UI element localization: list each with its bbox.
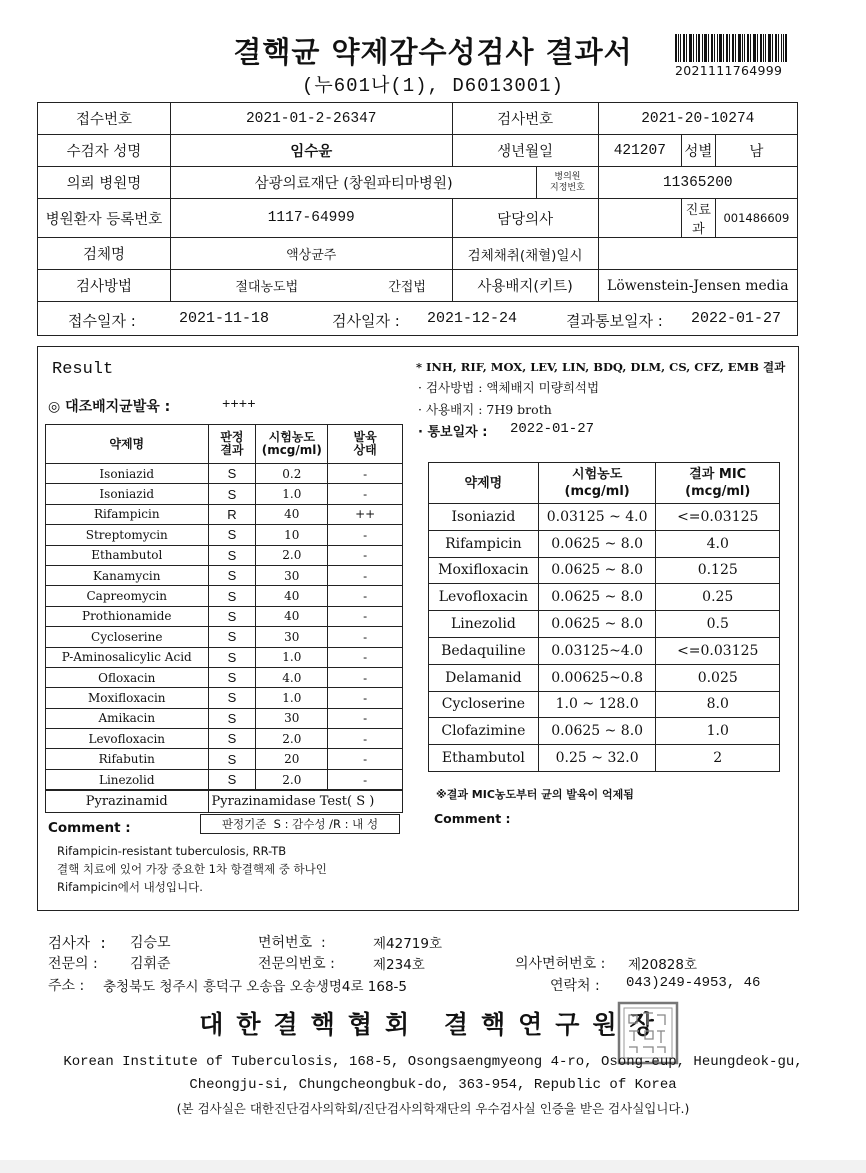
mic-result: 0.25	[656, 584, 780, 611]
col-drug: 약제명	[46, 425, 209, 464]
specialist-no-label: 전문의번호 :	[258, 956, 335, 972]
specimen-label: 검체명	[38, 238, 171, 270]
mic-result: <=0.03125	[656, 637, 780, 664]
tested-label: 검사일자 :	[332, 312, 400, 330]
concentration: 20	[256, 749, 328, 769]
mic-test-range: 0.03125 ~ 4.0	[538, 504, 656, 531]
doctor-value	[598, 199, 681, 238]
test-no-value: 2021-20-10274	[598, 103, 797, 135]
table-row	[46, 504, 403, 524]
license-label: 면허번호 :	[258, 935, 326, 951]
judgement: S	[208, 688, 256, 708]
received-value: 2021-11-18	[179, 310, 270, 327]
address-label: 주소 :	[48, 978, 85, 994]
row-patient	[38, 135, 798, 167]
col-judgement: 판정 결과	[208, 425, 256, 464]
mic-result: <=0.03125	[656, 504, 780, 531]
row-registration	[38, 199, 798, 238]
right-table-header	[429, 463, 780, 504]
method-1: 절대농도법	[170, 270, 362, 302]
drug-name: Prothionamide	[46, 606, 209, 626]
drug-name: Amikacin	[46, 708, 209, 728]
org-address-en-1: Korean Institute of Tuberculosis, 168-5, Osongsaengmyeong 4-ro, Osong-eup, Heungdeok-gu,	[63, 1054, 803, 1070]
judgement: S	[208, 484, 256, 504]
table-row	[429, 691, 780, 718]
growth: -	[328, 708, 403, 728]
drug-name: Rifabutin	[46, 749, 209, 769]
barcode-image	[675, 34, 787, 62]
growth: -	[328, 606, 403, 626]
concentration: 1.0	[256, 647, 328, 667]
growth: -	[328, 586, 403, 606]
org-address-en-2: Cheongju-si, Chungcheongbuk-do, 363-954, Republic of Korea	[189, 1077, 677, 1093]
mic-drug-name: Ethambutol	[429, 745, 539, 772]
drug-name: Streptomycin	[46, 525, 209, 545]
result-title: Result	[52, 360, 114, 379]
doctor-license-label: 의사면허번호 :	[515, 956, 606, 972]
drug-name: Linezolid	[46, 769, 209, 790]
growth: -	[328, 647, 403, 667]
growth: -	[328, 484, 403, 504]
table-row	[46, 647, 403, 667]
table-row	[429, 530, 780, 557]
concentration: 40	[256, 586, 328, 606]
table-row	[46, 464, 403, 484]
specimen-value: 액상균주	[170, 238, 452, 270]
row-reception	[38, 103, 798, 135]
concentration: 1.0	[256, 688, 328, 708]
mic-result: 8.0	[656, 691, 780, 718]
barcode-number: 2021111764999	[675, 63, 783, 78]
col-growth: 발육 상태	[328, 425, 403, 464]
concentration: 30	[256, 565, 328, 585]
judgement: S	[208, 627, 256, 647]
left-table-body	[46, 464, 403, 791]
growth: -	[328, 545, 403, 565]
mic-drug-name: Clofazimine	[429, 718, 539, 745]
left-table-header	[46, 425, 403, 464]
concentration: 2.0	[256, 729, 328, 749]
mic-test-range: 0.0625 ~ 8.0	[538, 557, 656, 584]
col-test-conc: 시험농도 (mcg/ml)	[538, 463, 656, 504]
collection-value	[598, 238, 797, 270]
judgement: S	[208, 464, 256, 484]
patient-info-table	[37, 102, 798, 302]
table-row	[46, 627, 403, 647]
mic-drug-name: Cycloserine	[429, 691, 539, 718]
patient-name-value: 임수윤	[170, 135, 452, 167]
growth: -	[328, 525, 403, 545]
judgement: S	[208, 708, 256, 728]
mic-note: ※결과 MIC농도부터 균의 발육이 억제됨	[436, 788, 634, 801]
method-label: 검사방법	[38, 270, 171, 302]
dates-row	[37, 302, 798, 336]
pza-test: Pyrazinamidase Test( S )	[208, 790, 402, 813]
sex-value: 남	[715, 135, 797, 167]
table-row	[46, 606, 403, 626]
table-row	[46, 708, 403, 728]
concentration: 10	[256, 525, 328, 545]
mic-result: 0.125	[656, 557, 780, 584]
right-info-line4-label: · 통보일자 :	[418, 425, 488, 440]
row-hospital	[38, 167, 798, 199]
drug-name: Capreomycin	[46, 586, 209, 606]
dept-value: 001486609	[715, 199, 797, 238]
growth: -	[328, 729, 403, 749]
table-row	[429, 611, 780, 638]
concentration: 1.0	[256, 484, 328, 504]
certification-note: (본 검사실은 대한진단검사의학회/진단검사의학재단의 우수검사실 인증을 받은 검사실입니다.)	[176, 1101, 690, 1116]
table-row	[429, 584, 780, 611]
mic-result: 0.025	[656, 664, 780, 691]
license-value: 제42719호	[373, 936, 443, 952]
mic-drug-name: Rifampicin	[429, 530, 539, 557]
growth: -	[328, 749, 403, 769]
judgement: S	[208, 729, 256, 749]
table-row	[46, 565, 403, 585]
growth: -	[328, 627, 403, 647]
mic-test-range: 0.0625 ~ 8.0	[538, 718, 656, 745]
drug-name: Isoniazid	[46, 484, 209, 504]
drug-name: Levofloxacin	[46, 729, 209, 749]
specialist-no-value: 제234호	[373, 957, 425, 973]
table-row	[429, 745, 780, 772]
dept-label: 진료과	[681, 199, 715, 238]
judgement: S	[208, 565, 256, 585]
growth: -	[328, 565, 403, 585]
patient-reg-label: 병원환자 등록번호	[38, 199, 171, 238]
col-mic: 결과 MIC (mcg/ml)	[656, 463, 780, 504]
right-mic-table	[428, 462, 780, 772]
mic-test-range: 0.0625 ~ 8.0	[538, 584, 656, 611]
drug-name: Ofloxacin	[46, 667, 209, 687]
drug-name: Rifampicin	[46, 504, 209, 524]
concentration: 2.0	[256, 545, 328, 565]
concentration: 30	[256, 708, 328, 728]
mic-result: 1.0	[656, 718, 780, 745]
judgement: S	[208, 749, 256, 769]
sex-label: 성별	[681, 135, 715, 167]
received-label: 접수일자 :	[68, 312, 136, 330]
table-row	[46, 667, 403, 687]
drug-name: Kanamycin	[46, 565, 209, 585]
tested-value: 2021-12-24	[427, 310, 518, 327]
mic-drug-name: Levofloxacin	[429, 584, 539, 611]
hospital-code-value: 11365200	[598, 167, 797, 199]
judgement: S	[208, 667, 256, 687]
drug-name: Ethambutol	[46, 545, 209, 565]
method-2: 간접법	[363, 270, 453, 302]
reported-label: 결과통보일자 :	[566, 312, 663, 330]
table-row	[46, 525, 403, 545]
medium-value: Löwenstein-Jensen media	[598, 270, 797, 302]
doctor-label: 담당의사	[452, 199, 598, 238]
mic-test-range: 0.03125~4.0	[538, 637, 656, 664]
contact-label: 연락처 :	[550, 978, 600, 994]
mic-test-range: 0.0625 ~ 8.0	[538, 611, 656, 638]
document-subtitle: (누601나(1), D6013001)	[302, 75, 564, 97]
right-info-line4-value: 2022-01-27	[510, 421, 595, 437]
judgement: S	[208, 525, 256, 545]
table-row	[46, 749, 403, 769]
judgement: S	[208, 586, 256, 606]
reception-no-value: 2021-01-2-26347	[170, 103, 452, 135]
reception-no-label: 접수번호	[38, 103, 171, 135]
col-concentration: 시험농도 (mcg/ml)	[256, 425, 328, 464]
col-drug-mic: 약제명	[429, 463, 539, 504]
mic-drug-name: Bedaquiline	[429, 637, 539, 664]
address-value: 충청북도 청주시 흥덕구 오송읍 오송생명4로 168-5	[103, 979, 408, 995]
pza-row	[46, 790, 403, 813]
document-title: 결핵균 약제감수성검사 결과서	[233, 35, 633, 69]
contact-value: 043)249-4953, 46	[626, 975, 761, 991]
mic-result: 0.5	[656, 611, 780, 638]
criteria-box: 판정기준 S : 감수성 /R : 내 성	[200, 814, 400, 834]
patient-reg-value: 1117-64999	[170, 199, 452, 238]
judgement: R	[208, 504, 256, 524]
table-row	[46, 769, 403, 790]
table-row	[429, 718, 780, 745]
hospital-value: 삼광의료재단 (창원파티마병원)	[170, 167, 536, 199]
growth: -	[328, 688, 403, 708]
specialist-name: 김휘준	[130, 956, 171, 972]
mic-result: 4.0	[656, 530, 780, 557]
concentration: 40	[256, 606, 328, 626]
control-label: ◎ 대조배지균발육 :	[48, 399, 171, 415]
judgement: S	[208, 606, 256, 626]
concentration: 0.2	[256, 464, 328, 484]
row-method	[38, 270, 798, 302]
judgement: S	[208, 647, 256, 667]
table-row	[46, 688, 403, 708]
test-no-label: 검사번호	[452, 103, 598, 135]
row-specimen	[38, 238, 798, 270]
right-table-body	[429, 504, 780, 772]
birth-value: 421207	[598, 135, 681, 167]
right-info-line1: * INH, RIF, MOX, LEV, LIN, BDQ, DLM, CS, CFZ, EMB 결과	[416, 360, 786, 374]
concentration: 40	[256, 504, 328, 524]
right-info-line3: · 사용배지 : 7H9 broth	[418, 402, 552, 417]
mic-drug-name: Moxifloxacin	[429, 557, 539, 584]
mic-test-range: 0.00625~0.8	[538, 664, 656, 691]
tester-name: 김승모	[130, 935, 171, 951]
right-comment-label: Comment :	[434, 811, 511, 826]
mic-drug-name: Linezolid	[429, 611, 539, 638]
comment-text: Rifampicin-resistant tuberculosis, RR-TB 결핵 치료에 있어 가장 중요한 1차 항결핵제 중 하나인 Rifampicin에서 내성입니다.	[57, 844, 327, 894]
control-value: ++++	[222, 397, 256, 413]
drug-name: Isoniazid	[46, 464, 209, 484]
birth-label: 생년월일	[452, 135, 598, 167]
organization-name: 대한결핵협회 결핵연구원장	[199, 1010, 667, 1039]
hospital-label: 의뢰 병원명	[38, 167, 171, 199]
mic-drug-name: Delamanid	[429, 664, 539, 691]
growth: ++	[328, 504, 403, 524]
growth: -	[328, 464, 403, 484]
table-row	[46, 729, 403, 749]
table-row	[429, 504, 780, 531]
doctor-license-value: 제20828호	[628, 957, 698, 973]
specialist-label: 전문의 :	[48, 956, 98, 972]
mic-test-range: 1.0 ~ 128.0	[538, 691, 656, 718]
table-row	[46, 586, 403, 606]
drug-name: Moxifloxacin	[46, 688, 209, 708]
patient-name-label: 수검자 성명	[38, 135, 171, 167]
table-row	[46, 484, 403, 504]
pza-name: Pyrazinamid	[46, 790, 209, 813]
drug-name: P-Aminosalicylic Acid	[46, 647, 209, 667]
mic-result: 2	[656, 745, 780, 772]
drug-name: Cycloserine	[46, 627, 209, 647]
judgement: S	[208, 545, 256, 565]
growth: -	[328, 769, 403, 790]
left-results-table	[45, 424, 403, 813]
concentration: 4.0	[256, 667, 328, 687]
medium-label: 사용배지(키트)	[452, 270, 598, 302]
concentration: 2.0	[256, 769, 328, 790]
mic-test-range: 0.0625 ~ 8.0	[538, 530, 656, 557]
hospital-code-label: 병의원 지정번호	[537, 167, 598, 199]
table-row	[429, 557, 780, 584]
right-info-line2: · 검사방법 : 액체배지 미량희석법	[418, 380, 600, 395]
mic-test-range: 0.25 ~ 32.0	[538, 745, 656, 772]
table-row	[429, 637, 780, 664]
table-row	[429, 664, 780, 691]
reported-value: 2022-01-27	[691, 310, 782, 327]
judgement: S	[208, 769, 256, 790]
tester-label: 검사자 :	[48, 937, 108, 953]
table-row	[46, 545, 403, 565]
comment-label: Comment :	[48, 820, 131, 836]
growth: -	[328, 667, 403, 687]
concentration: 30	[256, 627, 328, 647]
mic-drug-name: Isoniazid	[429, 504, 539, 531]
collection-label: 검체채취(채혈)일시	[452, 238, 598, 270]
